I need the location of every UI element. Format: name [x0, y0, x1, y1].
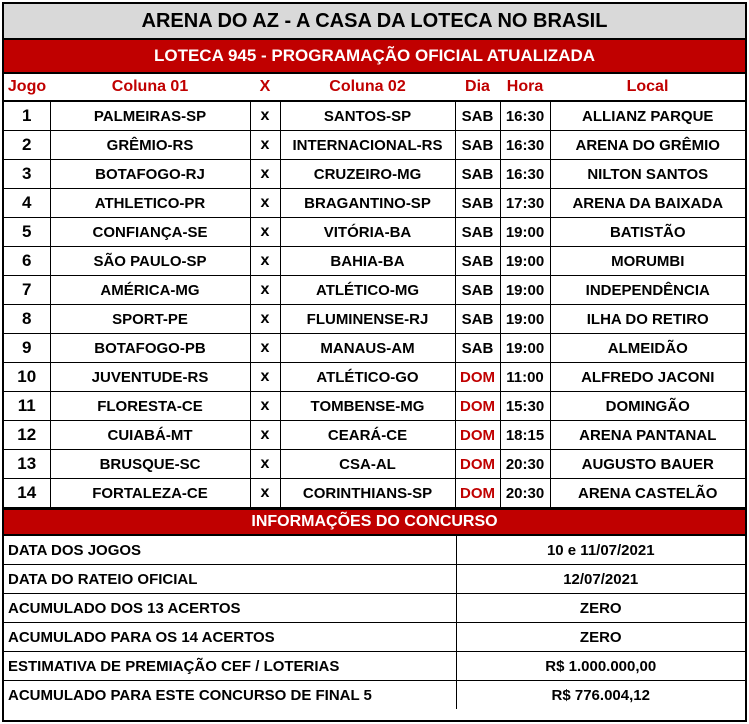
info-label: ACUMULADO DOS 13 ACERTOS — [4, 594, 456, 623]
away-team: BAHIA-BA — [280, 247, 455, 276]
game-time: 19:00 — [500, 334, 550, 363]
info-label: ACUMULADO PARA OS 14 ACERTOS — [4, 623, 456, 652]
game-venue: ARENA DA BAIXADA — [550, 189, 745, 218]
info-value: R$ 1.000.000,00 — [456, 652, 745, 681]
away-team: CSA-AL — [280, 450, 455, 479]
table-row — [4, 479, 745, 508]
info-row — [4, 652, 745, 681]
home-team: FORTALEZA-CE — [50, 479, 250, 508]
table-row — [4, 160, 745, 189]
col-hora-header: Hora — [500, 74, 550, 101]
game-venue: BATISTÃO — [550, 218, 745, 247]
away-team: CORINTHIANS-SP — [280, 479, 455, 508]
home-team: CUIABÁ-MT — [50, 421, 250, 450]
home-team: SÃO PAULO-SP — [50, 247, 250, 276]
game-day: SAB — [455, 247, 500, 276]
table-row — [4, 421, 745, 450]
game-day: DOM — [455, 363, 500, 392]
table-row — [4, 101, 745, 131]
game-time: 17:30 — [500, 189, 550, 218]
game-number: 12 — [4, 421, 50, 450]
games-table — [4, 74, 745, 508]
game-day: SAB — [455, 131, 500, 160]
loteca-sheet — [2, 2, 747, 722]
away-team: ATLÉTICO-GO — [280, 363, 455, 392]
info-label: DATA DO RATEIO OFICIAL — [4, 565, 456, 594]
game-day: SAB — [455, 276, 500, 305]
game-number: 7 — [4, 276, 50, 305]
home-team: BOTAFOGO-PB — [50, 334, 250, 363]
versus-mark: x — [250, 363, 280, 392]
game-venue: ALLIANZ PARQUE — [550, 101, 745, 131]
home-team: BOTAFOGO-RJ — [50, 160, 250, 189]
table-row — [4, 131, 745, 160]
info-value: ZERO — [456, 594, 745, 623]
away-team: MANAUS-AM — [280, 334, 455, 363]
info-row — [4, 681, 745, 710]
table-row — [4, 189, 745, 218]
table-row — [4, 450, 745, 479]
versus-mark: x — [250, 392, 280, 421]
game-time: 19:00 — [500, 305, 550, 334]
game-number: 4 — [4, 189, 50, 218]
game-time: 16:30 — [500, 131, 550, 160]
game-day: DOM — [455, 450, 500, 479]
info-row — [4, 565, 745, 594]
game-venue: DOMINGÃO — [550, 392, 745, 421]
home-team: SPORT-PE — [50, 305, 250, 334]
versus-mark: x — [250, 421, 280, 450]
game-day: SAB — [455, 101, 500, 131]
game-day: SAB — [455, 334, 500, 363]
versus-mark: x — [250, 479, 280, 508]
col-x-header: X — [250, 74, 280, 101]
home-team: FLORESTA-CE — [50, 392, 250, 421]
info-table — [4, 536, 745, 709]
col-local-header: Local — [550, 74, 745, 101]
game-time: 19:00 — [500, 276, 550, 305]
game-venue: ARENA CASTELÃO — [550, 479, 745, 508]
game-day: DOM — [455, 392, 500, 421]
game-venue: ALMEIDÃO — [550, 334, 745, 363]
home-team: GRÊMIO-RS — [50, 131, 250, 160]
page-subtitle: LOTECA 945 - PROGRAMAÇÃO OFICIAL ATUALIZADA — [4, 40, 745, 74]
versus-mark: x — [250, 276, 280, 305]
home-team: ATHLETICO-PR — [50, 189, 250, 218]
versus-mark: x — [250, 334, 280, 363]
game-time: 20:30 — [500, 450, 550, 479]
info-label: DATA DOS JOGOS — [4, 536, 456, 565]
col-coluna2-header: Coluna 02 — [280, 74, 455, 101]
game-day: DOM — [455, 421, 500, 450]
game-number: 11 — [4, 392, 50, 421]
info-label: ACUMULADO PARA ESTE CONCURSO DE FINAL 5 — [4, 681, 456, 710]
info-value: ZERO — [456, 623, 745, 652]
table-row — [4, 218, 745, 247]
versus-mark: x — [250, 160, 280, 189]
game-venue: NILTON SANTOS — [550, 160, 745, 189]
info-row — [4, 536, 745, 565]
game-number: 8 — [4, 305, 50, 334]
home-team: CONFIANÇA-SE — [50, 218, 250, 247]
away-team: CEARÁ-CE — [280, 421, 455, 450]
info-body — [4, 536, 745, 709]
games-body — [4, 101, 745, 508]
game-venue: MORUMBI — [550, 247, 745, 276]
game-day: SAB — [455, 305, 500, 334]
game-venue: ARENA DO GRÊMIO — [550, 131, 745, 160]
home-team: JUVENTUDE-RS — [50, 363, 250, 392]
game-number: 13 — [4, 450, 50, 479]
away-team: TOMBENSE-MG — [280, 392, 455, 421]
versus-mark: x — [250, 101, 280, 131]
info-row — [4, 594, 745, 623]
away-team: FLUMINENSE-RJ — [280, 305, 455, 334]
game-time: 19:00 — [500, 247, 550, 276]
game-time: 16:30 — [500, 160, 550, 189]
game-number: 14 — [4, 479, 50, 508]
col-coluna1-header: Coluna 01 — [50, 74, 250, 101]
game-day: SAB — [455, 218, 500, 247]
info-value: 12/07/2021 — [456, 565, 745, 594]
versus-mark: x — [250, 189, 280, 218]
versus-mark: x — [250, 247, 280, 276]
col-jogo-header: Jogo — [4, 74, 50, 101]
game-time: 19:00 — [500, 218, 550, 247]
game-venue: INDEPENDÊNCIA — [550, 276, 745, 305]
info-value: 10 e 11/07/2021 — [456, 536, 745, 565]
game-time: 11:00 — [500, 363, 550, 392]
away-team: CRUZEIRO-MG — [280, 160, 455, 189]
home-team: PALMEIRAS-SP — [50, 101, 250, 131]
game-number: 5 — [4, 218, 50, 247]
info-row — [4, 623, 745, 652]
table-row — [4, 363, 745, 392]
games-header-row — [4, 74, 745, 101]
game-day: DOM — [455, 479, 500, 508]
versus-mark: x — [250, 131, 280, 160]
game-time: 16:30 — [500, 101, 550, 131]
info-title: INFORMAÇÕES DO CONCURSO — [4, 508, 745, 536]
info-label: ESTIMATIVA DE PREMIAÇÃO CEF / LOTERIAS — [4, 652, 456, 681]
home-team: AMÉRICA-MG — [50, 276, 250, 305]
table-row — [4, 392, 745, 421]
info-value: R$ 776.004,12 — [551, 686, 650, 704]
game-number: 9 — [4, 334, 50, 363]
game-number: 10 — [4, 363, 50, 392]
game-venue: ALFREDO JACONI — [550, 363, 745, 392]
game-time: 15:30 — [500, 392, 550, 421]
table-row — [4, 247, 745, 276]
game-venue: AUGUSTO BAUER — [550, 450, 745, 479]
game-day: SAB — [455, 189, 500, 218]
away-team: VITÓRIA-BA — [280, 218, 455, 247]
game-time: 18:15 — [500, 421, 550, 450]
table-row — [4, 334, 745, 363]
game-number: 6 — [4, 247, 50, 276]
table-row — [4, 305, 745, 334]
page-title: ARENA DO AZ - A CASA DA LOTECA NO BRASIL — [4, 4, 745, 40]
game-venue: ILHA DO RETIRO — [550, 305, 745, 334]
game-number: 3 — [4, 160, 50, 189]
away-team: SANTOS-SP — [280, 101, 455, 131]
game-venue: ARENA PANTANAL — [550, 421, 745, 450]
versus-mark: x — [250, 218, 280, 247]
away-team: INTERNACIONAL-RS — [280, 131, 455, 160]
home-team: BRUSQUE-SC — [50, 450, 250, 479]
game-number: 1 — [4, 101, 50, 131]
versus-mark: x — [250, 450, 280, 479]
away-team: ATLÉTICO-MG — [280, 276, 455, 305]
versus-mark: x — [250, 305, 280, 334]
game-day: SAB — [455, 160, 500, 189]
col-dia-header: Dia — [455, 74, 500, 101]
table-row — [4, 276, 745, 305]
game-time: 20:30 — [500, 479, 550, 508]
game-number: 2 — [4, 131, 50, 160]
away-team: BRAGANTINO-SP — [280, 189, 455, 218]
